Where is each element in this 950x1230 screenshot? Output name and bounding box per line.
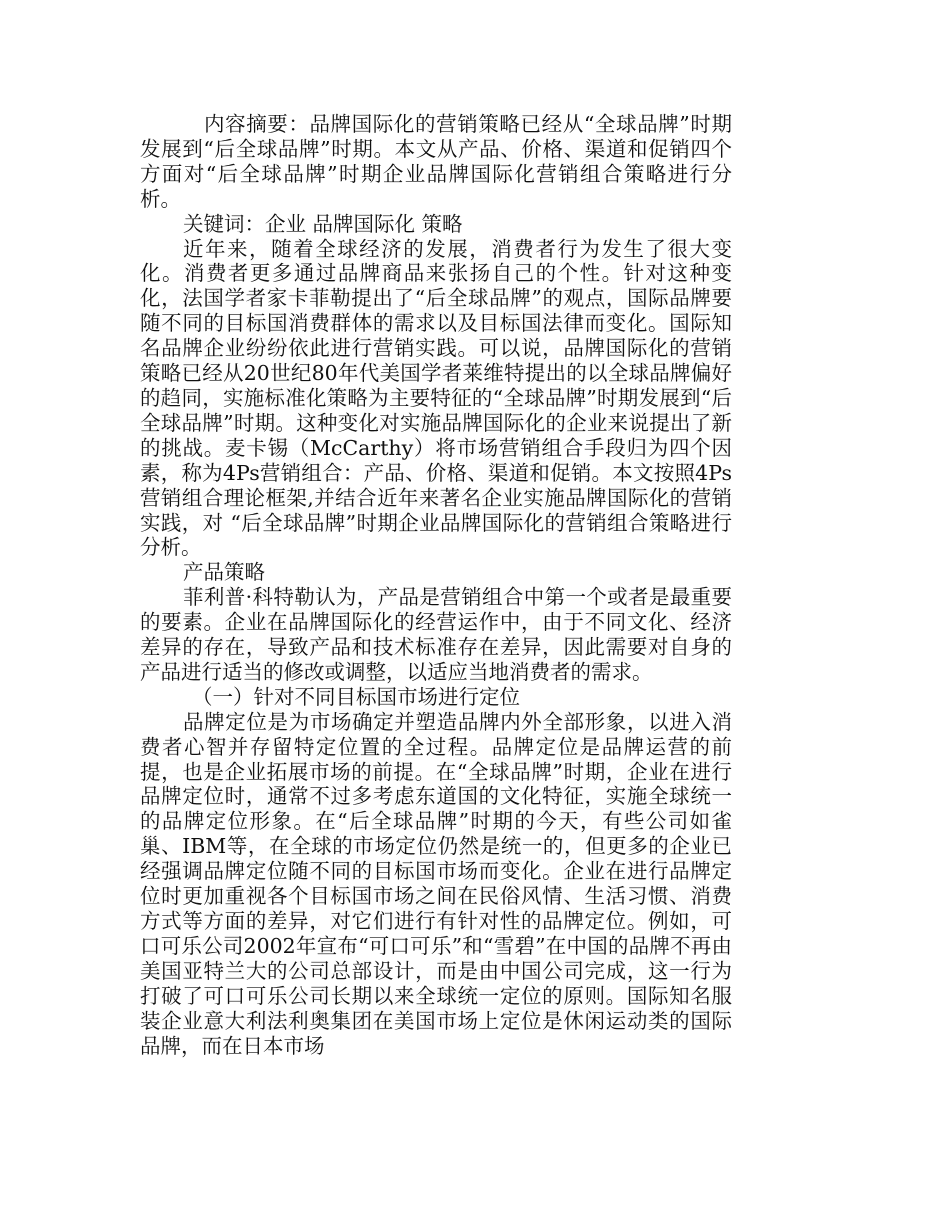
abstract-paragraph: 内容摘要：品牌国际化的营销策略已经从“全球品牌”时期发展到“后全球品牌”时期。本文从产品、价格、渠道和促销四个方面对“后全球品牌”时期企业品牌国际化营销组合策略进行分析。 <box>140 112 732 211</box>
keywords-line: 关键词：企业 品牌国际化 策略 <box>183 211 463 236</box>
product-paragraph: 菲利普·科特勒认为，产品是营销组合中第一个或者是最重要的要素。企业在品牌国际化的经营运作中，由于不同文化、经济差异的存在，导致产品和技术标准存在差异，因此需要对自身的产品进行适当的修改或调整，以适应当地消费者的需求。 <box>140 585 732 684</box>
subsection-heading-positioning: （一）针对不同目标国市场进行定位 <box>192 684 520 709</box>
intro-paragraph: 近年来，随着全球经济的发展，消费者行为发生了很大变化。消费者更多通过品牌商品来张扬自己的个性。针对这种变化，法国学者家卡菲勒提出了“后全球品牌”的观点，国际品牌要随不同的目标国消费群体的需求以及目标国法律而变化。国际知名品牌企业纷纷依此进行营销实践。可以说，品牌国际化的营销策略已经从20世纪80年代美国学者莱维特提出的以全球品牌偏好的趋同，实施标准化策略为主要特征的“全球品牌”时期发展到“后全球品牌”时期。这种变化对实施品牌国际化的企业来说提出了新的挑战。麦卡锡（McCarthy）将市场营销组合手段归为四个因素，称为4Ps营销组合：产品、价格、渠道和促销。本文按照4Ps营销组合理论框架,并结合近年来著名企业实施品牌国际化的营销实践，对 “后全球品牌”时期企业品牌国际化的营销组合策略进行分析。 <box>140 236 732 560</box>
document-body <box>140 112 732 1058</box>
section-heading-product: 产品策略 <box>183 560 265 585</box>
positioning-paragraph: 品牌定位是为市场确定并塑造品牌内外全部形象，以进入消费者心智并存留特定位置的全过程。品牌定位是品牌运营的前提，也是企业拓展市场的前提。在“全球品牌”时期，企业在进行品牌定位时，通常不过多考虑东道国的文化特征，实施全球统一的品牌定位形象。在“后全球品牌”时期的今天，有些公司如雀巢、IBM等，在全球的市场定位仍然是统一的，但更多的企业已经强调品牌定位随不同的目标国市场而变化。企业在进行品牌定位时更加重视各个目标国市场之间在民俗风情、生活习惯、消费方式等方面的差异，对它们进行有针对性的品牌定位。例如，可口可乐公司2002年宣布“可口可乐”和“雪碧”在中国的品牌不再由美国亚特兰大的公司总部设计，而是由中国公司完成，这一行为打破了可口可乐公司长期以来全球统一定位的原则。国际知名服装企业意大利法利奥集团在美国市场上定位是休闲运动类的国际品牌，而在日本市场 <box>140 709 732 1058</box>
